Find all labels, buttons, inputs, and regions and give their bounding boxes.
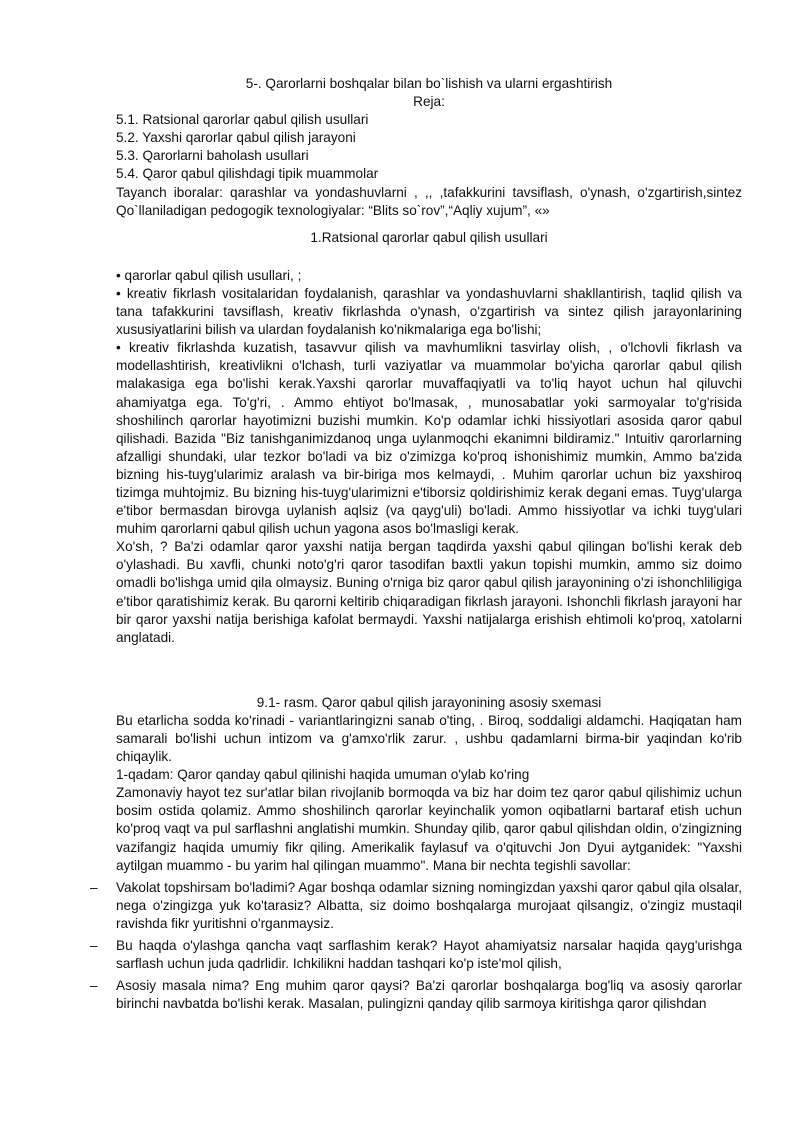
technologies: Qo`llaniladigan pedogogik texnologiyalar: “Blits so`rov”,“Aqliy xujum”, «» (116, 202, 550, 218)
plan-item: 5.4. Qaror qabul qilishdagi tipik muammolar (116, 166, 379, 182)
key-terms: Tayanch iboralar: qarashlar va yondashuvlarni , ,, ,tafakkurini tavsiflash, o'ynash, o'zgartirish,sintez (116, 184, 742, 200)
dash-bullet: – (90, 879, 98, 895)
figure-caption: 9.1- rasm. Qaror qabul qilish jarayonining asosiy sxemasi (256, 694, 602, 710)
paragraph: Bu etarlicha sodda ko'rinadi - variantlaringizni sanab o'ting, . Biroq, soddaligi aldamchi. Haqiqatan ham samarali bo'lishi uchun intizom va g'amxo'rlik zarur. , ushbu qadamlarni birma-bir yaqindan ko'rib chiqaylik. (116, 712, 742, 765)
paragraph: Xo'sh, ? Ba'zi odamlar qaror yaxshi natija bergan taqdirda yaxshi qabul qilingan bo'lishi kerak deb o'ylashadi. Bu xavfli, chunki noto'g'ri qaror tasodifan baxtli yakun topishi mumkin, ammo siz doimo omadli bo'lishga umid qila olmaysiz. Buning o'rniga biz qaror qabul qilish jarayonining o'zi ishonchliligiga e'tibor qaratishimiz kerak. Bu qarorni keltirib chiqaradigan fikrlash jarayoni. Ishonchli fikrlash jarayoni har bir qaror yaxshi natija berishiga kafolat bermaydi. Yaxshi natijalarga erishish ehtimoli ko'proq, xatolarni anglatadi. (116, 539, 742, 645)
document-page (90, 75, 742, 1013)
dash-list-item (90, 977, 742, 1013)
plan-item: 5.3. Qarorlarni baholash usullari (116, 148, 309, 164)
plan-item: 5.1. Ratsional qarorlar qabul qilish usullari (116, 112, 369, 128)
bullet-item: • kreativ fikrlashda kuzatish, tasavvur qilish va mavhumlikni tasvirlay olish, , o'lchovli fikrlash va modellashtirish, kreativlikni o'lchash, turli vaziyatlar va muammolar bo'yicha qarorlar qabul qilish malakasiga ega bo'lishi kerak.Yaxshi qarorlar muvaffaqiyatli va to'liq hayot uchun hal qiluvchi ahamiyatga ega. To'g'ri, . Ammo ehtiyot bo'lmasak, , munosabatlar yoki sarmoyalar to'g'risida shoshilinch qarorlar hayotimizni buzishi mumkin. Ko'p odamlar ichki hissiyotlari asosida qaror qabul qilishadi. Bazida "Biz tanishganimizdanoq unga uylanmoqchi ekanimni bildiramiz." Intuitiv qarorlarning afzalligi shundaki, ular tezkor bo'ladi va biz o'zimizga ko'proq ishonishimiz mumkin, Ammo ba'zida bizning his-tuyg'ularimiz aralash va bir-biriga mos kelmaydi, . Muhim qarorlar uchun biz yaxshiroq tizimga muhtojmiz. Bu bizning his-tuyg'ularimizni e'tiborsiz qoldirishimiz kerak degani emas. Tuyg'ularga e'tibor bermasdan birovga uylanish aqlsiz (va qayg'uli) bo'ladi. Ammo hissiyotlar va ichki tuyg'ulari muhim qarorlarni qabul qilish uchun yagona asos bo'lmasligi kerak. (116, 340, 742, 537)
bullet-item: • kreativ fikrlash vositalaridan foydalanish, qarashlar va yondashuvlarni shakllantirish, taqlid qilish va tana tafakkurini tavsiflash, kreativ fikrlashda o'ynash, o'zgartirish va sintez qilish jarayonlarining xususiyatlarini bilish va ulardan foydalanish ko'nikmalariga ega bo'lishi; (116, 285, 742, 338)
document-title: 5-. Qarorlarni boshqalar bilan bo`lishish va ularni ergashtirish (245, 76, 613, 91)
dash-list-item (90, 937, 742, 973)
dash-bullet: – (90, 978, 98, 994)
dash-list-item (90, 879, 742, 933)
step-title: 1-qadam: Qaror qanday qabul qilinishi haqida umuman o'ylab ko'ring (116, 767, 530, 783)
dash-bullet: – (90, 938, 98, 954)
paragraph: Zamonaviy hayot tez sur'atlar bilan rivojlanib bormoqda va biz har doim tez qaror qabul qilishimiz uchun bosim ostida qolamiz. Ammo shoshilinch qarorlar keyinchalik yomon oqibatlarni bartaraf etish uchun ko'proq vaqt va pul sarflashni anglatishi mumkin. Shunday qilib, qaror qabul qilishdan oldin, o'zingizning vazifangiz haqida umumiy fikr qiling. Amerikalik faylasuf va o'qituvchi Jon Dyui aytganidek: "Yaxshi aytilgan muammo - bu yarim hal qilingan muammo". Mana bir nechta tegishli savollar: (116, 785, 742, 873)
plan-heading: Reja: (413, 94, 445, 110)
bullet-item: • qarorlar qabul qilish usullari, ; (116, 267, 302, 283)
dash-item-text: Asosiy masala nima? Eng muhim qaror qaysi? Ba'zi qarorlar boshqalarga bog'liq va asosiy qarorlar birinchi navbatda bo'lishi kerak. Masalan, pulingizni qanday qilib sarmoya kiritishga qaror qilishdan (116, 978, 742, 1012)
plan-item: 5.2. Yaxshi qarorlar qabul qilish jarayoni (116, 130, 356, 146)
section-title: 1.Ratsional qarorlar qabul qilish usullari (310, 229, 548, 245)
dash-item-text: Bu haqda o'ylashga qancha vaqt sarflashim kerak? Hayot ahamiyatsiz narsalar haqida qayg'urishga sarflash uchun juda qadrlidir. Ichkilikni haddan tashqari ko'p iste'mol qilish, (116, 938, 742, 972)
dash-item-text: Vakolat topshirsam bo'ladimi? Agar boshqa odamlar sizning nomingizdan yaxshi qaror qabul qila olsalar, nega o'zingizga yuk ko'tarasiz? Albatta, siz doimo boshqalarga murojaat qilsangiz, o'zingiz mustaqil ravishda fikr yuritishni o'rganmaysiz. (116, 879, 742, 931)
